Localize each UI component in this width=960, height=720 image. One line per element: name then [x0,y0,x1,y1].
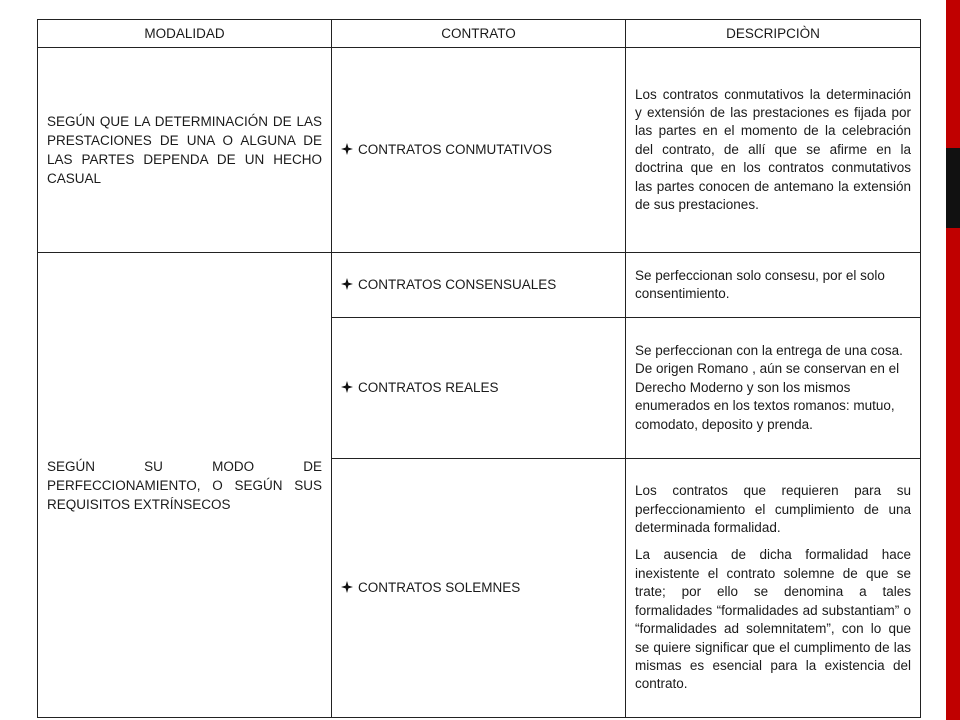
descripcion-text: Los contratos conmutativos la determinación y extensión de las prestaciones es fijada por las partes en el momento de la celebración del contrato, de allí que se afirme en la doctrina que en los contratos conmutativos las partes conocen de antemano la extensión de sus prestaciones. [635,86,911,213]
descripcion-cell [626,318,921,459]
diamond-icon [341,143,353,155]
header-modalidad: MODALIDAD [38,20,332,48]
descripcion-text: La ausencia de dicha formalidad hace inexistente el contrato solemne de que se trate; por ello se denomina a tales formalidades “formalidades ad substantiam” o “formalidades ad solemnitatem”, con lo que se quiere significar que el cumplimento de las mismas es esencial para la existencia del contrato. [635,547,911,692]
descripcion-text: Se perfeccionan con la entrega de una cosa. De origen Romano , aún se conservan en el Derecho Moderno y son los mismos enumerados en los textos romanos: mutuo, comodato, deposito y prenda. [635,342,903,432]
contrato-label: CONTRATOS REALES [358,380,499,395]
descripcion-cell [626,48,921,253]
descripcion-text: Se perfeccionan solo consesu, por el solo consentimiento. [635,267,885,301]
descripcion-text: Los contratos que requieren para su perfeccionamiento el cumplimiento de una determinada formalidad. [635,483,911,536]
table-row [38,253,921,318]
contrato-cell [332,318,626,459]
modalidad-cell: SEGÚN SU MODO DE PERFECCIONAMIENTO, O SEGÚN SUS REQUISITOS EXTRÍNSECOS [38,253,332,718]
header-descripcion: DESCRIPCIÒN [626,20,921,48]
descripcion-cell [626,459,921,718]
contrato-cell [332,253,626,318]
contract-table [37,19,921,718]
modalidad-cell: SEGÚN QUE LA DETERMINACIÓN DE LAS PRESTACIONES DE UNA O ALGUNA DE LAS PARTES DEPENDA DE UN HECHO CASUAL [38,48,332,253]
table-header-row [38,20,921,48]
contrato-label: CONTRATOS CONSENSUALES [358,277,557,292]
diamond-icon [341,381,353,393]
accent-bar-bottom [946,228,960,720]
descripcion-cell [626,253,921,318]
contrato-cell [332,48,626,253]
diamond-icon [341,278,353,290]
header-contrato: CONTRATO [332,20,626,48]
accent-bar-top [946,0,960,148]
accent-bar [946,0,960,720]
contrato-cell [332,459,626,718]
table-row [38,48,921,253]
diamond-icon [341,581,353,593]
contrato-label: CONTRATOS CONMUTATIVOS [358,142,553,157]
accent-bar-middle [946,148,960,228]
contrato-label: CONTRATOS SOLEMNES [358,580,521,595]
